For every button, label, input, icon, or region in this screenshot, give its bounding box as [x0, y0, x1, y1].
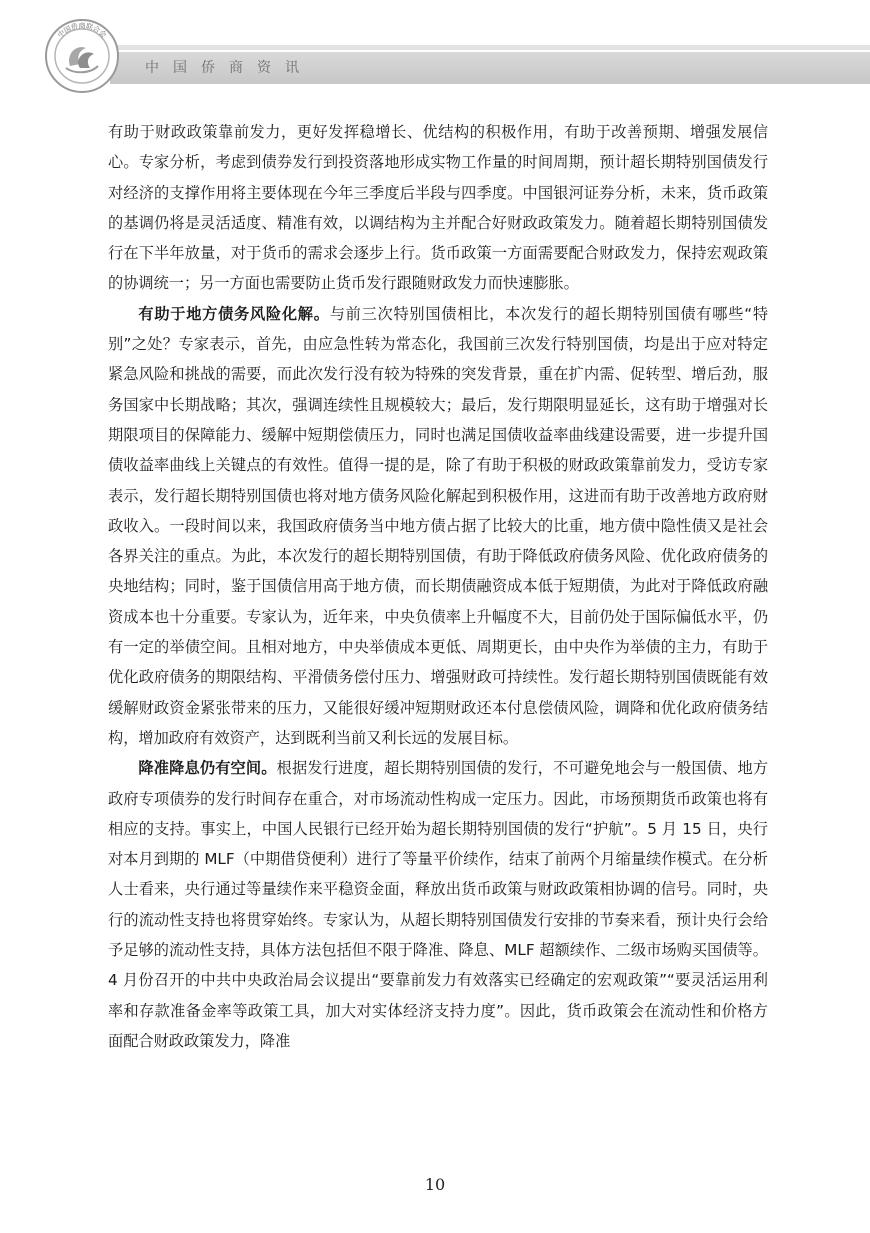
paragraph: [108, 299, 768, 753]
publication-title: 中国侨商资讯: [145, 60, 313, 76]
paragraph-lead: 有助于地方债务风险化解。: [138, 304, 330, 323]
paragraph: [108, 753, 768, 1056]
article-body: [108, 117, 768, 1056]
paragraph-text: 根据发行进度，超长期特别国债的发行，不可避免地会与一般国债、地方政府专项债券的发行时间存在重合，对市场流动性构成一定压力。因此，市场预期货币政策也将有相应的支持。事实上，中国人民银行已经开始为超长期特别国债的发行“护航”。5 月 15 日，央行对本月到期的 MLF（中期借贷便利）进行了等量平价续作，结束了前两个月缩量续作模式。在分析人士看来，央行通过等量续作来平稳资金面，释放出货币政策与财政政策相协调的信号。同时，央行的流动性支持也将贯穿始终。专家认为，从超长期特别国债发行安排的节奏来看，预计央行会给予足够的流动性支持，具体方法包括但不限于降准、降息、MLF 超额续作、二级市场购买国债等。4 月份召开的中共中央政治局会议提出“要靠前发力有效落实已经确定的宏观政策”“要灵活运用利率和存款准备金率等政策工具，加大对实体经济支持力度”。因此，货币政策会在流动性和价格方面配合财政政策发力，降准: [108, 759, 769, 1050]
header-band-top: [60, 45, 870, 50]
paragraph-text: 与前三次特别国债相比，本次发行的超长期特别国债有哪些“特别”之处？专家表示，首先，由应急性转为常态化，我国前三次发行特别国债，均是出于应对特定紧急风险和挑战的需要，而此次发行没有较为特殊的突发背景，重在扩内需、促转型、增后劲，服务国家中长期战略；其次，强调连续性且规模较大；最后，发行期限明显延长，这有助于增强对长期限项目的保障能力、缓解中短期偿债压力，同时也满足国债收益率曲线建设需要，进一步提升国债收益率曲线上关键点的有效性。值得一提的是，除了有助于积极的财政政策靠前发力，受访专家表示，发行超长期特别国债也将对地方债务风险化解起到积极作用，这进而有助于改善地方政府财政收入。一段时间以来，我国政府债务当中地方债占据了比较大的比重，地方债中隐性债又是社会各界关注的重点。为此，本次发行的超长期特别国债，有助于降低政府债务风险、优化政府债务的央地结构；同时，鉴于国债信用高于地方债，而长期债融资成本低于短期债，为此对于降低政府融资成本也十分重要。专家认为，近年来，中央负债率上升幅度不大，目前仍处于国际偏低水平，仍有一定的举债空间。且相对地方，中央举债成本更低、周期更长，由中央作为举债的主力，有助于优化政府债务的期限结构、平滑债务偿付压力、增强财政可持续性。发行超长期特别国债既能有效缓解财政资金紧张带来的压力，又能很好缓冲短期财政还本付息偿债风险，调降和优化政府债务结构，增加政府有效资产，达到既利当前又利长远的发展目标。: [108, 304, 769, 747]
paragraph-lead: 降准降息仍有空间。: [138, 759, 277, 778]
organization-logo: [44, 18, 120, 94]
page-number: 10: [424, 1175, 446, 1194]
paragraph-text: 有助于财政政策靠前发力，更好发挥稳增长、优结构的积极作用，有助于改善预期、增强发展信心。专家分析，考虑到债券发行到投资落地形成实物工作量的时间周期，预计超长期特别国债发行对经济的支撑作用将主要体现在今年三季度后半段与四季度。中国银河证券分析，未来，货币政策的基调仍将是灵活适度、精准有效，以调结构为主并配合好财政政策发力。随着超长期特别国债发行在下半年放量，对于货币的需求会逐步上行。货币政策一方面需要配合财政发力，保持宏观政策的协调统一；另一方面也需要防止货币发行跟随财政发力而快速膨胀。: [108, 123, 768, 293]
paragraph: [108, 117, 768, 299]
svg-text:中国侨商联合会: 中国侨商联合会: [56, 22, 108, 40]
